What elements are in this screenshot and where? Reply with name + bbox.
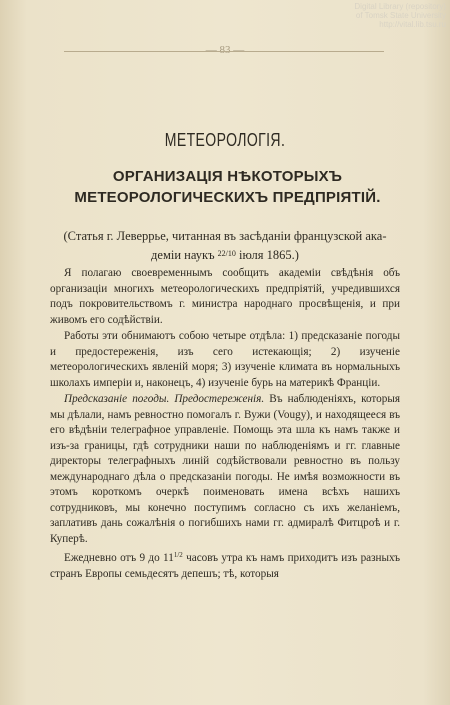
page-number: — 83 —	[205, 44, 245, 56]
article-title: ОРГАНИЗАЦІЯ НѢКОТОРЫХЪ МЕТЕОРОЛОГИЧЕСКИХЪ ПРЕДПРІЯТІЙ.	[74, 168, 381, 206]
date-fraction: 22/10	[217, 249, 236, 258]
time-fraction: 1/2	[173, 551, 183, 559]
source-suffix: іюля 1865.)	[239, 248, 299, 262]
watermark-line: of Tomsk State University	[355, 11, 446, 20]
source-line-2	[50, 245, 400, 264]
article-source	[50, 228, 400, 264]
paragraph-1: Я полагаю своевременнымъ сообщить академіи свѣдѣнія объ организаціи многихъ метеорологическихъ предпріятій, учредившихся подъ покровительствомъ г. министра народнаго просвѣщенія, и при живомъ его содѣйствіи.	[50, 267, 400, 326]
paragraph-3-lead: Предсказаніе погоды. Предостереженія.	[64, 393, 265, 405]
source-prefix: деміи наукъ	[151, 248, 215, 262]
library-watermark	[354, 2, 446, 29]
paragraph-2: Работы эти обнимаютъ собою четыре отдѣла: 1) предсказаніе погоды и предостереженія, изъ сего истекающія; 2) изученіе метеорологическихъ явленій моря; 3) изученіе климата въ нормальныхъ школахъ имперіи и, наконецъ, 4) изученіе бурь на материкѣ Франціи.	[50, 330, 400, 389]
section-heading: МЕТЕОРОЛОГІЯ.	[164, 130, 286, 150]
paragraph-4-start: Ежедневно отъ 9 до 11	[64, 552, 174, 564]
paragraph-4	[50, 548, 400, 582]
paragraph-4-end: часовъ утра къ намъ приходитъ изъ разныхъ странъ Европы семьдесятъ депешъ; тѣ, которыя	[50, 552, 401, 580]
source-line-1: (Статья г. Леверрье, читанная въ засѣданіи французской ака-	[63, 229, 387, 243]
watermark-line: Digital Library (repository)	[354, 2, 446, 11]
paragraph-3-text: Въ наблюденіяхъ, которыя мы дѣлали, намъ ревностно помогалъ г. Вужи (Vougy), и находящееся въ его вѣдѣніи телеграфное управленіе. Помощь эта шла къ намъ также и изъ-за границы, гдѣ сотрудники наши по наблюденіямъ и гг. главные директоры телеграфныхъ линій содѣйствовали ревностно въ пользу международнаго дѣла о предсказаніи погоды. Не имѣя возможности въ этомъ короткомъ очеркѣ поименовать имена всѣхъ нашихъ сотрудниковъ, мы конечно поступимъ согласно съ ихъ желаніемъ, заплативъ дань сожалѣнія о погибшихъ нами гг. адмиралѣ Фитцроѣ и г. Куперѣ.	[50, 393, 400, 545]
header-rule	[64, 51, 384, 52]
watermark-line: http://vital.lib.tsu.ru	[379, 20, 446, 29]
article-body	[50, 266, 400, 583]
paragraph-3	[50, 392, 400, 547]
